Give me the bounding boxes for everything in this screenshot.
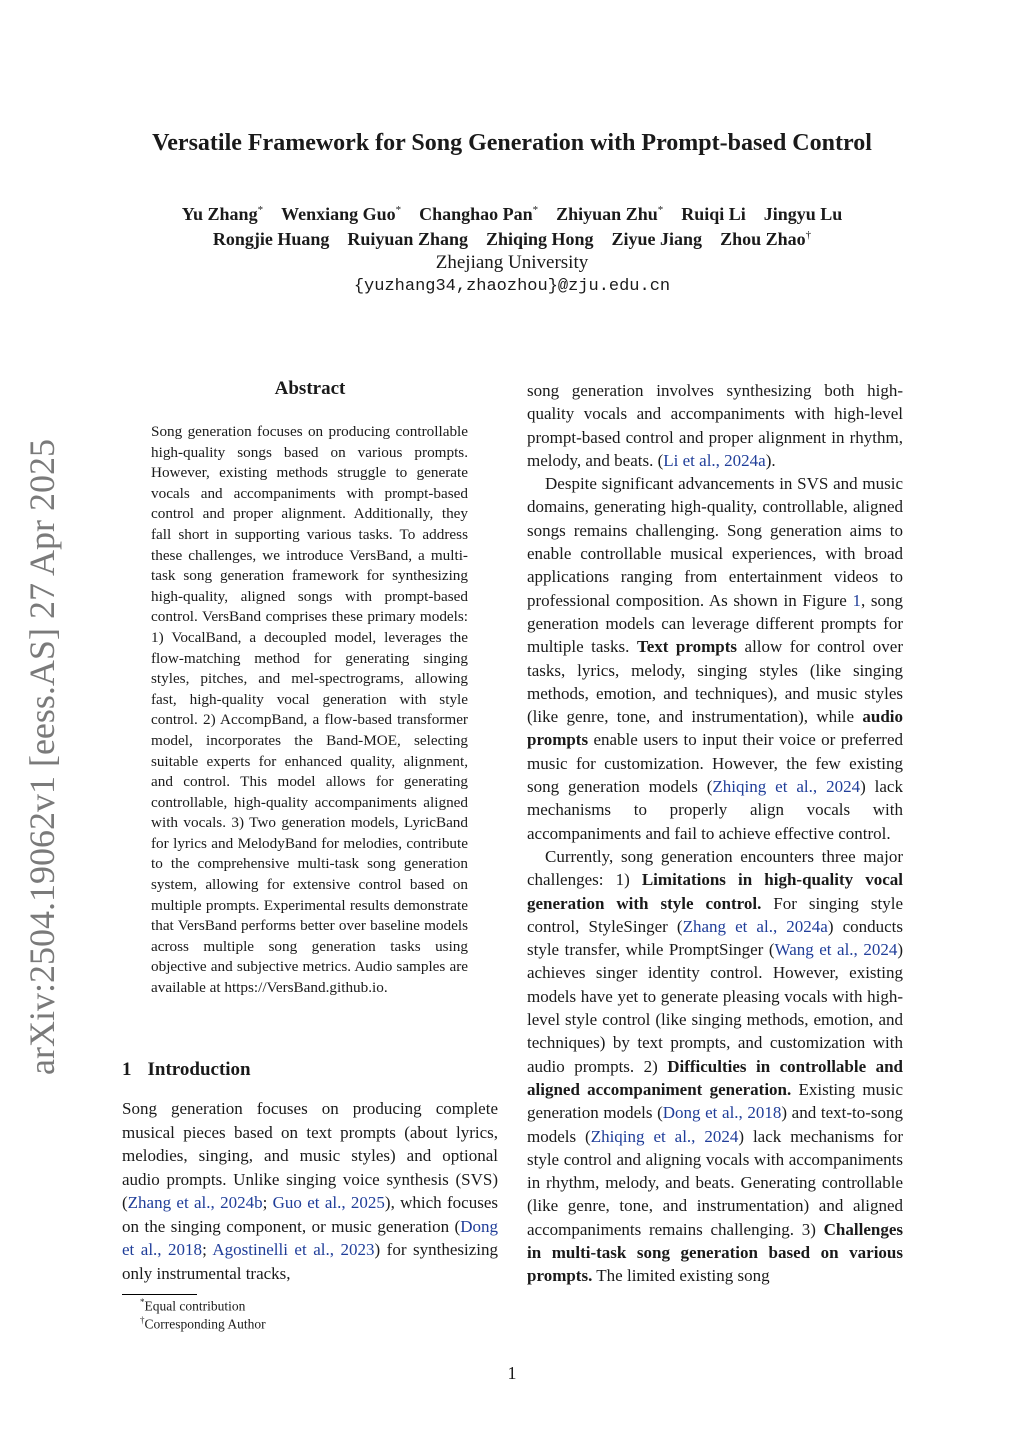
author-name-text: Ruiqi Li xyxy=(681,204,746,224)
author-name xyxy=(213,229,330,249)
body-text: ) and text-to-song models ( xyxy=(527,1103,903,1146)
footnote-divider xyxy=(122,1294,197,1295)
author-name-text: Rongjie Huang xyxy=(212,229,330,249)
author-name xyxy=(486,229,594,249)
author-footnote-mark: * xyxy=(257,204,264,216)
author-footnote-mark: † xyxy=(805,229,812,241)
arxiv-identifier: arXiv:2504.19062v1 [eess.AS] 27 Apr 2025 xyxy=(22,439,62,1075)
body-text: ), which focuses on the singing component, or music generation ( xyxy=(122,1193,498,1236)
author-name-text: Jingyu Lu xyxy=(763,204,843,224)
paper-title: Versatile Framework for Song Generation with Prompt-based Control xyxy=(152,130,872,156)
author-name xyxy=(612,229,703,249)
citation-link[interactable]: Zhiqing et al., 2024 xyxy=(712,777,861,797)
page-number: 1 xyxy=(507,1363,517,1383)
author-name xyxy=(182,204,263,224)
body-text: ) lack mechanisms to properly align vocals with accompaniments and fail to achieve effective control. xyxy=(527,777,903,843)
intro-paragraph-right xyxy=(527,845,903,1288)
author-name xyxy=(681,204,746,224)
intro-paragraph-left xyxy=(122,1097,498,1285)
bold-phrase: Text prompts xyxy=(636,637,738,657)
body-text: Song generation focuses on producing complete musical pieces based on text prompts (about lyrics, melodies, singing, and music styles) and optional audio prompts. Unlike singing voice synthesis (SVS) ( xyxy=(122,1099,498,1212)
body-text: ) conducts style transfer, while PromptSinger ( xyxy=(527,916,903,960)
footnote-mark: * xyxy=(140,1297,145,1307)
body-text: allow for control over tasks, lyrics, melody, singing styles (like singing methods, emotion, and techniques), and music styles (like genre, tone, and instrumentation), while xyxy=(527,637,903,727)
body-text: ) lack mechanisms for style control and aligning vocals with accompaniments in rhythm, melody, and beats. Generating controllable (like genre, tone, and instrumentation) and aligned accompaniments remains challenging. 3) xyxy=(527,1126,903,1239)
citation-link[interactable]: Zhang et al., 2024b xyxy=(127,1193,263,1212)
footnote-equal-contribution xyxy=(140,1297,245,1315)
author-name xyxy=(281,204,401,224)
citation-link[interactable]: Dong et al., 2018 xyxy=(662,1103,782,1123)
author-name-text: Yu Zhang xyxy=(181,204,258,224)
intro-paragraph-right xyxy=(527,472,903,845)
author-footnote-mark: * xyxy=(657,204,664,216)
section-number: 1 xyxy=(122,1059,132,1080)
affiliation: Zhejiang University xyxy=(435,252,589,273)
citation-link[interactable]: 1 xyxy=(852,590,861,610)
footnote-mark: † xyxy=(140,1315,145,1325)
author-name-text: Ziyue Jiang xyxy=(611,229,703,249)
body-text: Existing music generation models ( xyxy=(527,1079,903,1123)
body-text: For singing style control, StyleSinger ( xyxy=(527,893,903,936)
bold-phrase: Limitations in high-quality vocal generation with style control. xyxy=(527,870,903,913)
citation-link[interactable]: Dong et al., 2018 xyxy=(122,1216,498,1259)
author-name-text: Zhiqing Hong xyxy=(485,229,594,249)
citation-link[interactable]: Zhiqing et al., 2024 xyxy=(590,1126,739,1146)
author-name-text: Changhao Pan xyxy=(419,204,533,224)
author-list-line-2 xyxy=(0,229,1024,250)
body-text: ) achieves singer identity control. However, existing models have yet to generate pleasing vocals with high-level style control (like singing methods, emotion, and techniques) by text prompts, and customization with audio prompts. 2) xyxy=(527,940,903,1076)
author-name-text: Zhiyuan Zhu xyxy=(556,204,658,224)
body-text: The limited existing song xyxy=(592,1266,770,1286)
body-text: ) for synthesizing only instrumental tracks, xyxy=(122,1240,498,1283)
footnote-corresponding-author xyxy=(140,1315,266,1333)
body-text: ; xyxy=(202,1240,213,1259)
author-name xyxy=(419,204,538,224)
section-title: Introduction xyxy=(147,1059,251,1080)
body-text: enable users to input their voice or preferred music for customization. However, the few existing song generation models ( xyxy=(527,730,903,797)
author-name-text: Ruiyuan Zhang xyxy=(347,229,468,249)
citation-link[interactable]: Agostinelli et al., 2023 xyxy=(212,1240,375,1259)
author-name xyxy=(347,229,468,249)
body-text: , song generation models can leverage different prompts for multiple tasks. xyxy=(527,590,903,657)
abstract-heading: Abstract xyxy=(274,378,346,399)
body-text: ; xyxy=(262,1193,273,1212)
bold-phrase: audio prompts xyxy=(527,707,903,750)
author-footnote-mark: * xyxy=(532,204,539,216)
contact-email[interactable]: {yuzhang34,zhaozhou}@zju.edu.cn xyxy=(353,277,671,296)
intro-paragraph-right xyxy=(527,379,903,472)
body-text: ). xyxy=(765,450,776,470)
citation-link[interactable]: Zhang et al., 2024a xyxy=(682,916,828,936)
author-footnote-mark: * xyxy=(395,204,402,216)
body-text: Currently, song generation encounters three major challenges: 1) xyxy=(527,846,903,890)
footnote-text: Corresponding Author xyxy=(144,1316,266,1332)
author-name xyxy=(720,229,811,249)
citation-link[interactable]: Wang et al., 2024 xyxy=(774,940,898,960)
author-name-text: Wenxiang Guo xyxy=(281,204,396,224)
citation-link[interactable]: Guo et al., 2025 xyxy=(272,1193,385,1212)
author-name xyxy=(764,204,843,224)
section-heading-introduction xyxy=(122,1059,251,1081)
right-column-body xyxy=(527,379,903,1288)
citation-link[interactable]: Li et al., 2024a xyxy=(663,450,766,470)
abstract-text: Song generation focuses on producing controllable high-quality songs based on various prompts. However, existing methods struggle to generate vocals and accompaniments with prompt-based control and proper alignment. Additionally, they fall short in supporting various tasks. To address these challenges, we introduce VersBand, a multi-task song generation framework for synthesizing high-quality, aligned songs with prompt-based control. VersBand comprises these primary models: 1) VocalBand, a decoupled model, leverages the flow-matching method for generating singing styles, pitches, and mel-spectrograms, allowing fast, high-quality vocal generation with style control. 2) AccompBand, a flow-based transformer model, incorporates the Band-MOE, selecting suitable experts for enhanced quality, alignment, and control. This model allows for generating controllable, high-quality accompaniments aligned with vocals. 3) Two generation models, LyricBand for lyrics and MelodyBand for melodies, contribute to the comprehensive multi-task song generation system, allowing for extensive control based on multiple prompts. Experimental results demonstrate that VersBand performs better over baseline models across multiple song generation tasks using objective and subjective metrics. Audio samples are available at https://VersBand.github.io. xyxy=(151,423,468,997)
footnote-text: Equal contribution xyxy=(144,1298,246,1314)
body-text: Despite significant advancements in SVS and music domains, generating high-quality, controllable, aligned songs remains challenging. Song generation aims to enable controllable musical experiences, with broad applications ranging from entertainment videos to professional composition. As shown in Figure xyxy=(527,474,903,610)
bold-phrase: Challenges in multi-task song generation based on various prompts. xyxy=(527,1219,903,1286)
author-name xyxy=(556,204,663,224)
body-text: song generation involves synthesizing both high-quality vocals and accompaniments with high-level prompt-based control and proper alignment in rhythm, melody, and beats. ( xyxy=(527,381,903,470)
author-name-text: Zhou Zhao xyxy=(720,229,806,249)
author-list-line-1 xyxy=(0,204,1024,225)
bold-phrase: Difficulties in controllable and aligned accompaniment generation. xyxy=(527,1056,903,1099)
